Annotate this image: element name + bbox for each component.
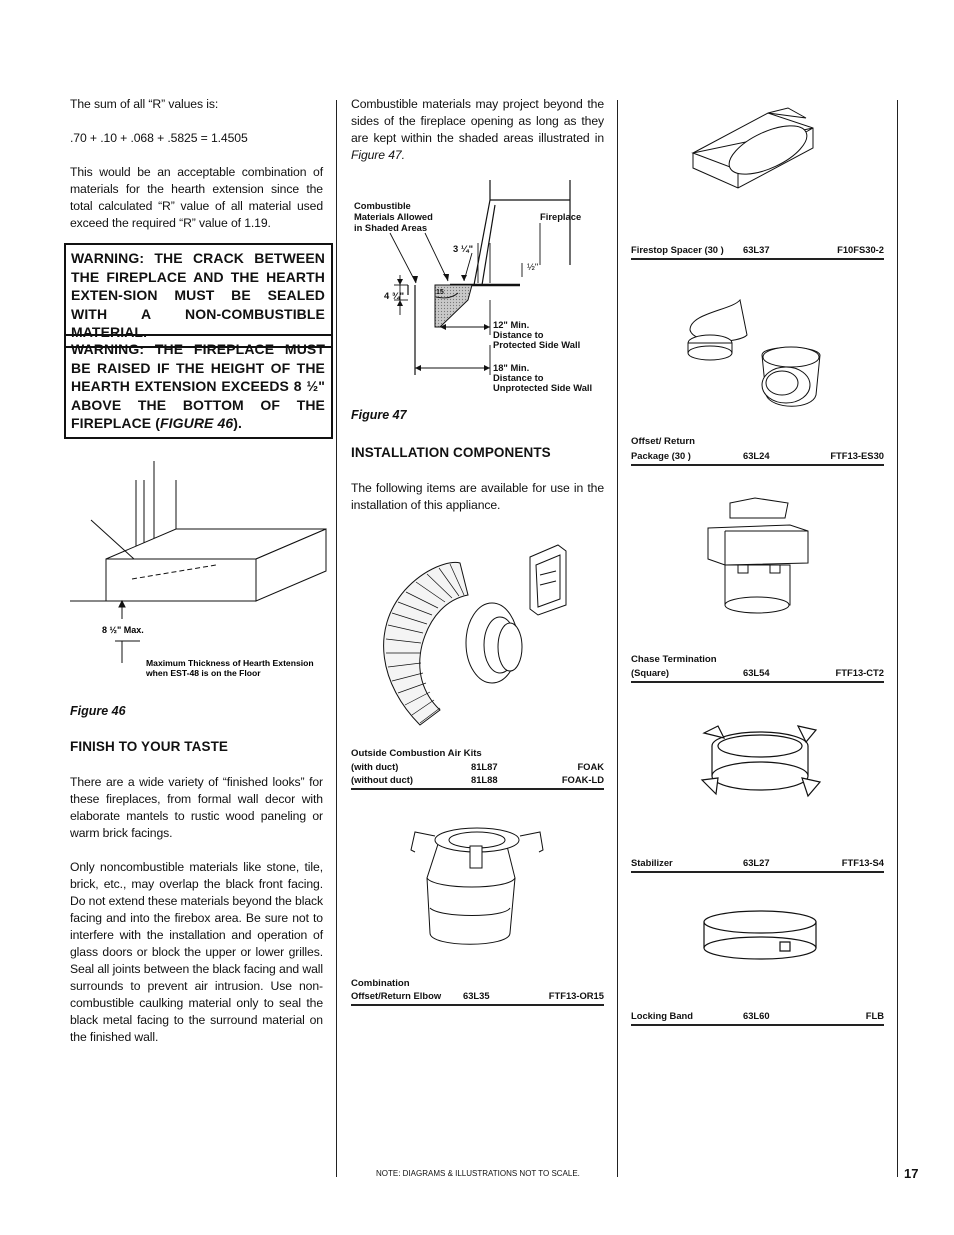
fig47-18-line1: 18" Min. <box>493 362 530 373</box>
combustible-intro-text: Combustible materials may project beyond the sides of the fireplace opening as long as they are kept within the shaded areas illustrated in <box>351 97 604 145</box>
elbow-name-line2: Offset/Return Elbow <box>351 990 442 1001</box>
fig47-dim-half: ½" <box>527 261 539 272</box>
column-divider-3 <box>897 100 898 1177</box>
air-kit-row1-name: (with duct) <box>351 761 399 772</box>
installation-text: The following items are available for use in the installation of this appliance. <box>351 481 604 512</box>
figure-47-clearance-diagram <box>350 175 610 400</box>
combustible-intro-figure-ref: Figure 47. <box>351 148 405 162</box>
fig47-12-line3: Protected Side Wall <box>493 339 581 350</box>
chase-parts-row <box>631 666 884 683</box>
finish-heading: FINISH TO YOUR TASTE <box>70 739 229 754</box>
stabilizer-parts-row <box>631 856 884 873</box>
fig47-18-line3: Unprotected Side Wall <box>493 382 593 393</box>
offset-name-line1: Offset/ Return <box>631 436 695 447</box>
finish-text <box>70 774 323 1063</box>
air-kit-title: Outside Combustion Air Kits <box>351 748 482 759</box>
warning-box-raise <box>64 334 333 439</box>
air-kit-row2-name: (without duct) <box>351 774 413 785</box>
fig46-note-line2: when EST-48 is on the Floor <box>146 668 261 678</box>
fig47-18-line2: Distance to <box>493 372 544 383</box>
fig47-combustible-2: Materials Allowed <box>354 211 433 222</box>
chase-termination-illustration <box>700 493 820 618</box>
fig47-combustible-3: in Shaded Areas <box>354 222 428 233</box>
offset-return-illustration <box>682 285 832 415</box>
firestop-part-code: F10FS30-2 <box>837 244 884 255</box>
firestop-name: Firestop Spacer (30 ) <box>631 244 724 255</box>
offset-parts-row <box>631 449 884 466</box>
locking-band-part-code: FLB <box>865 1010 884 1021</box>
firestop-part-number: 63L37 <box>743 244 770 255</box>
offset-name-line2: Package (30 ) <box>631 450 691 461</box>
chase-name-line2: (Square) <box>631 667 670 678</box>
elbow-name-line1: Combination <box>351 978 410 989</box>
firestop-spacer-illustration <box>688 108 848 198</box>
elbow-illustration <box>405 818 555 958</box>
warning-raise-end: ). <box>233 415 243 431</box>
page-number: 17 <box>904 1166 919 1181</box>
fig47-dim-15: 15 <box>436 289 444 296</box>
stabilizer-name: Stabilizer <box>631 857 673 868</box>
elbow-part-number: 63L35 <box>463 990 490 1001</box>
warning-box-crack <box>64 243 333 348</box>
locking-band-parts-row <box>631 1009 884 1026</box>
elbow-parts-row <box>351 989 604 1006</box>
scale-note: NOTE: DIAGRAMS & ILLUSTRATIONS NOT TO SCALE. <box>376 1169 580 1178</box>
r-sum-equation: .70 + .10 + .068 + .5825 = 1.4505 <box>70 131 248 145</box>
fig47-combustible-1: Combustible <box>354 200 411 211</box>
installation-heading: INSTALLATION COMPONENTS <box>351 445 551 460</box>
fig47-12-line1: 12" Min. <box>493 319 530 330</box>
firestop-parts-row <box>631 243 884 260</box>
stabilizer-part-code: FTF13-S4 <box>841 857 884 868</box>
air-kit-row1-code: FOAK <box>577 761 604 772</box>
warning-raise-figure-ref: FIGURE 46 <box>160 415 234 431</box>
air-kit-parts-table <box>351 760 604 790</box>
fig47-dim-434: 4 ¾" <box>384 290 405 301</box>
r-conclusion: This would be an acceptable combination of materials for the hearth extension since the total calculated “R” value of all material used exceed the required “R” value of 1.19. <box>70 165 323 230</box>
figure-46-hearth-diagram <box>70 455 330 685</box>
elbow-part-code: FTF13-OR15 <box>548 990 604 1001</box>
air-kit-illustration <box>360 535 580 735</box>
figure-46-caption: Figure 46 <box>70 704 126 718</box>
warning-raise-text: WARNING: THE FIREPLACE MUST BE RAISED IF THE HEIGHT OF THE HEARTH EXTENSION EXCEEDS 8 ½" ABOVE THE BOTTOM OF THE FIREPLACE ( <box>71 341 325 431</box>
chase-part-code: FTF13-CT2 <box>835 667 884 678</box>
r-values-text <box>70 96 323 249</box>
offset-part-number: 63L24 <box>743 450 770 461</box>
stabilizer-part-number: 63L27 <box>743 857 770 868</box>
air-kit-row2-num: 81L88 <box>471 774 498 785</box>
combustible-intro <box>351 96 604 164</box>
locking-band-part-number: 63L60 <box>743 1010 770 1021</box>
column-divider-1 <box>336 100 337 1177</box>
locking-band-illustration <box>700 908 820 968</box>
stabilizer-illustration <box>698 718 828 808</box>
fig46-note-line1: Maximum Thickness of Hearth Extension <box>146 658 314 668</box>
offset-part-code: FTF13-ES30 <box>830 450 884 461</box>
air-kit-row2-code: FOAK-LD <box>561 774 604 785</box>
warning-crack-text: WARNING: THE CRACK BETWEEN THE FIREPLACE AND THE HEARTH EXTEN-SION MUST BE SEALED WITH A NON-COMBUSTIBLE MATERIAL. <box>71 250 325 340</box>
chase-name-line1: Chase Termination <box>631 654 717 665</box>
locking-band-name: Locking Band <box>631 1010 693 1021</box>
fig47-dim-314: 3 ¼" <box>453 243 474 254</box>
air-kit-row1-num: 81L87 <box>471 761 498 772</box>
fig47-fireplace-label: Fireplace <box>540 211 582 222</box>
fig46-dim-label: 8 ½" Max. <box>102 625 144 635</box>
fig47-12-line2: Distance to <box>493 329 544 340</box>
column-divider-2 <box>617 100 618 1177</box>
figure-47-caption: Figure 47 <box>351 408 407 422</box>
chase-part-number: 63L54 <box>743 667 770 678</box>
finish-paragraph-2: Only noncombustible materials like stone, tile, brick, etc., may overlap the black front facing. Do not extend these materials beyond the black facing and into the firebox area. Be sure not to interfere with the installation and operation of glass doors or block the upper or lower grilles. Seal all joints between the black facing and wall surrounds to prevent air intrusion. Use non-combustible caulking material only to seal the black metal facing to the surround material on the finished wall. <box>70 860 323 1044</box>
r-sum-label: The sum of all “R” values is: <box>70 97 219 111</box>
finish-paragraph-1: There are a wide variety of “finished looks” for these fireplaces, from formal wall decor with elaborate mantels to rustic wood paneling or warm brick facings. <box>70 775 323 840</box>
